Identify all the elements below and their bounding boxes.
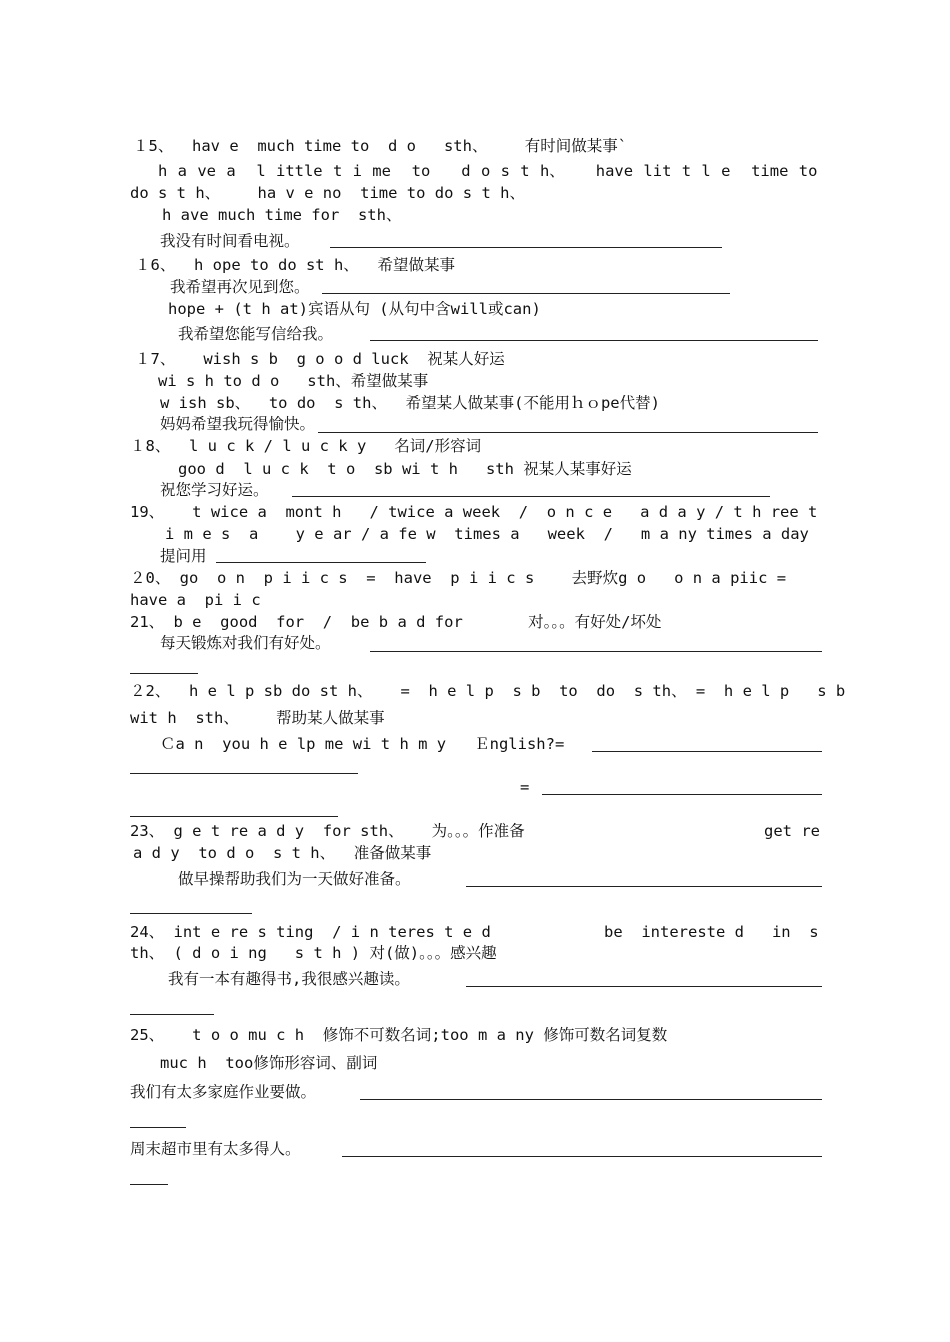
answer-blank[interactable] [130, 816, 338, 817]
item-22-line: wit h sth、 帮助某人做某事 [130, 709, 385, 727]
item-23-line: get re [764, 822, 820, 840]
item-20-title: ２0、 go o n p i i c s = have p i i c s 去野炊g o o n a piic = [130, 569, 787, 587]
item-19-title: 19、 t wice a mont h / twice a week / o n c e a d a y / t h ree t [130, 503, 818, 521]
item-18-line: goo d l u c k t o sb wi t h sth 祝某人某事好运 [178, 460, 632, 478]
item-25-exercise: 周末超市里有太多得人。 [130, 1140, 301, 1158]
item-19-exercise: 提问用 [160, 547, 207, 565]
item-25-title: 25、 t o o mu c h 修饰不可数名词;too m a ny 修饰可数名词复数 [130, 1026, 668, 1044]
item-23-title: 23、 g e t re a d y for sth、 为。。。作准备 [130, 822, 525, 840]
answer-blank[interactable] [360, 1099, 822, 1100]
item-16-exercise: 我希望再次见到您。 [170, 278, 310, 296]
answer-blank[interactable] [542, 794, 822, 795]
item-15-line: h a ve a l ittle t i me to d o s t h、 have lit t l e time to [158, 162, 818, 180]
item-17-title: １7、 wish s b g o o d luck 祝某人好运 [135, 350, 505, 368]
answer-blank[interactable] [370, 651, 822, 652]
equals-sign: = [520, 778, 530, 796]
item-16-title: １6、 h ope to do st h、 希望做某事 [135, 256, 455, 274]
item-15-title: １5、 hav e much time to d o sth、 有时间做某事` [133, 137, 628, 155]
item-23-line: a d y to d o s t h、 准备做某事 [133, 844, 432, 862]
answer-blank[interactable] [322, 293, 730, 294]
answer-blank[interactable] [466, 886, 822, 887]
item-23-exercise: 做早操帮助我们为一天做好准备。 [178, 870, 411, 888]
item-18-title: １8、 l u c k / l u c k y 名词/形容词 [130, 437, 482, 455]
answer-blank[interactable] [130, 1184, 168, 1185]
answer-blank[interactable] [130, 1014, 214, 1015]
answer-blank[interactable] [292, 496, 770, 497]
answer-blank[interactable] [370, 340, 818, 341]
item-24-line: th、 ( d o i ng s t h ) 对(做)。。。感兴趣 [130, 944, 497, 962]
answer-blank[interactable] [330, 247, 722, 248]
item-17-line: w ish sb、 to do s th、 希望某人做某事(不能用ｈｏpe代替) [160, 394, 660, 412]
item-15-line: h ave much time for sth、 [162, 206, 402, 224]
item-15-line: do s t h、 ha v e no time to do s t h、 [130, 184, 525, 202]
answer-blank[interactable] [592, 751, 822, 752]
item-20-line: have a pi i c [130, 591, 261, 609]
item-16-line: hope + (t h at)宾语从句 (从句中含will或can) [168, 300, 541, 318]
item-17-line: wi s h to d o sth、希望做某事 [158, 372, 429, 390]
answer-blank[interactable] [130, 673, 198, 674]
item-16-exercise: 我希望您能写信给我。 [178, 325, 334, 343]
item-24-line: be intereste d in s [604, 923, 819, 941]
answer-blank[interactable] [466, 986, 822, 987]
answer-blank[interactable] [130, 913, 252, 914]
item-19-line: i m e s a y e ar / a fe w times a week / m a ny times a day [165, 525, 809, 543]
item-24-exercise: 我有一本有趣得书,我很感兴趣读。 [168, 970, 410, 988]
answer-blank[interactable] [130, 1127, 186, 1128]
item-17-exercise: 妈妈希望我玩得愉快。 [160, 415, 316, 433]
item-22-title: ２2、 h e l p sb do st h、 = h e l p s b to do s th、 = h e l p s b [130, 682, 846, 700]
item-21-exercise: 每天锻炼对我们有好处。 [160, 634, 331, 652]
item-18-exercise: 祝您学习好运。 [160, 481, 269, 499]
answer-blank[interactable] [216, 562, 426, 563]
item-25-exercise: 我们有太多家庭作业要做。 [130, 1083, 317, 1101]
item-21-title: 21、 b e good for / be b a d for 对。。。有好处/坏处 [130, 613, 662, 631]
item-25-line: muc h too修饰形容词、副词 [160, 1054, 378, 1072]
item-22-exercise: Ｃa n you h e lp me wi t h m y Ｅnglish?= [160, 735, 565, 753]
item-15-exercise: 我没有时间看电视。 [160, 232, 300, 250]
answer-blank[interactable] [130, 773, 358, 774]
answer-blank[interactable] [342, 1156, 822, 1157]
answer-blank[interactable] [318, 432, 818, 433]
item-24-title: 24、 int e re s ting / i n teres t e d [130, 923, 491, 941]
